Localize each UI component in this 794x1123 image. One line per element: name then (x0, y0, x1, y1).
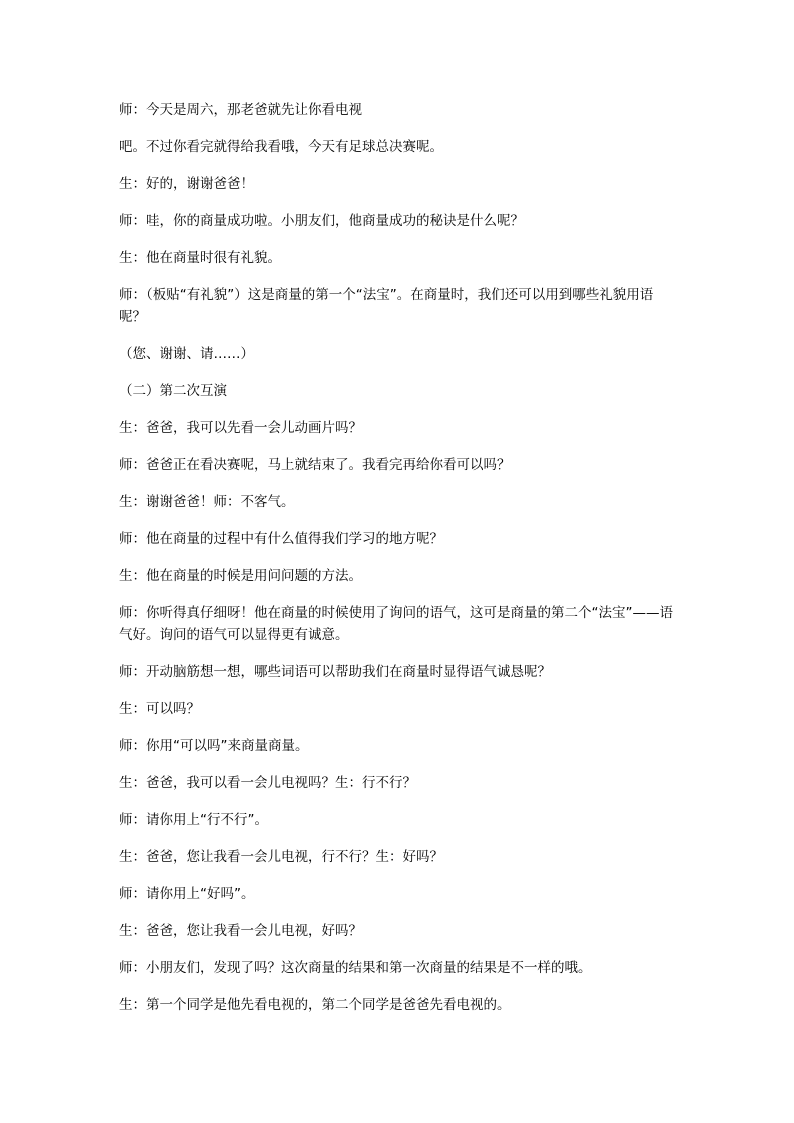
paragraph-24: 生：第一个同学是他先看电视的，第二个同学是爸爸先看电视的。 (119, 997, 511, 1013)
paragraph-17: 师：你用“可以吗”来商量商量。 (119, 738, 309, 754)
paragraph-4: 师：哇，你的商量成功啦。小朋友们，他商量成功的秘诀是什么呢？ (119, 213, 524, 229)
paragraph-16: 生：可以吗？ (119, 701, 200, 717)
paragraph-7: （您、谢谢、请……） (119, 346, 254, 362)
paragraph-18: 生：爸爸，我可以看一会儿电视吗？生：行不行？ (119, 775, 416, 791)
paragraph-2: 吧。不过你看完就得给我看哦，今天有足球总决赛呢。 (119, 139, 443, 155)
paragraph-23: 师：小朋友们，发现了吗？这次商量的结果和第一次商量的结果是不一样的哦。 (119, 960, 592, 976)
paragraph-6: 师：（板贴“有礼貌”）这是商量的第一个“法宝”。在商量时，我们还可以用到哪些礼貌用语呢？ (119, 287, 654, 325)
paragraph-15: 师：开动脑筋想一想，哪些词语可以帮助我们在商量时显得语气诚恳呢？ (119, 664, 551, 680)
paragraph-10: 师：爸爸正在看决赛呢，马上就结束了。我看完再给你看可以吗？ (119, 457, 511, 473)
paragraph-14: 师：你听得真仔细呀！他在商量的时候使用了询问的语气，这可是商量的第二个“法宝”——语气好。询问的语气可以显得更有诚意。 (119, 605, 673, 643)
paragraph-22: 生：爸爸，您让我看一会儿电视，好吗？ (119, 923, 362, 939)
paragraph-12: 师：他在商量的过程中有什么值得我们学习的地方呢？ (119, 531, 443, 547)
paragraph-21: 师：请你用上“好吗”。 (119, 886, 255, 902)
paragraph-9: 生：爸爸，我可以先看一会儿动画片吗？ (119, 420, 362, 436)
paragraph-11: 生：谢谢爸爸！师：不客气。 (119, 494, 295, 510)
document-page (119, 99, 679, 1031)
paragraph-1: 师：今天是周六，那老爸就先让你看电视 (119, 102, 362, 118)
paragraph-20: 生：爸爸，您让我看一会儿电视，行不行？生：好吗？ (119, 849, 443, 865)
paragraph-3: 生：好的，谢谢爸爸！ (119, 176, 254, 192)
section-heading: （二）第二次互演 (119, 383, 227, 399)
paragraph-13: 生：他在商量的时候是用问问题的方法。 (119, 568, 362, 584)
paragraph-5: 生：他在商量时很有礼貌。 (119, 250, 281, 266)
paragraph-19: 师：请你用上“行不行”。 (119, 812, 268, 828)
